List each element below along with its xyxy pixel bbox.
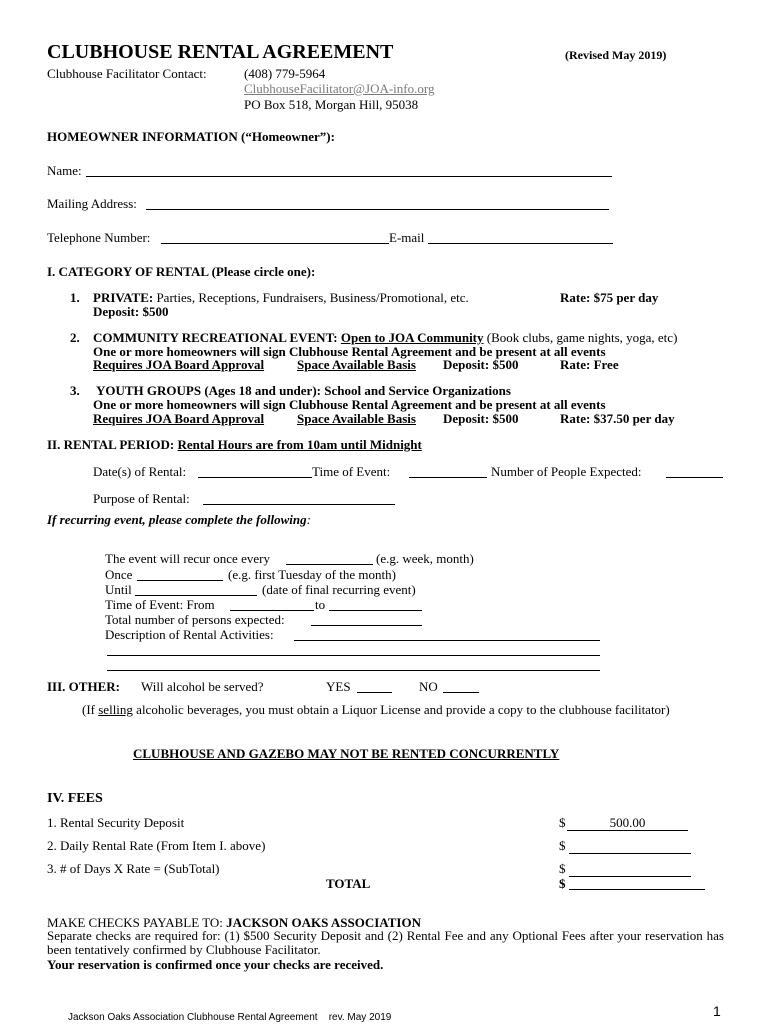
description-label: Description of Rental Activities: [105, 627, 274, 642]
note-end: alcoholic beverages, you must obtain a Liquor License and provide a copy to the clubhouse facilitator) [136, 702, 670, 717]
category-3-deposit: Deposit: $500 [443, 411, 519, 426]
persons-expected-field[interactable] [311, 625, 422, 626]
once-field[interactable] [137, 580, 223, 581]
recur-every-label: The event will recur once every [105, 551, 270, 566]
note-start: (If [82, 702, 95, 717]
page-title: CLUBHOUSE RENTAL AGREEMENT [47, 41, 394, 63]
checks-payable-to: JACKSON OAKS ASSOCIATION [226, 915, 421, 930]
purpose-field[interactable] [203, 504, 395, 505]
category-2-description: (Book clubs, game nights, yoga, etc) [486, 330, 678, 345]
time-of-event-label: Time of Event: [312, 464, 391, 479]
rental-hours: Rental Hours are from 10am until Midnight [177, 437, 422, 452]
category-1-description: Parties, Receptions, Fundraisers, Business/Promotional, etc. [156, 290, 469, 305]
fee-daily-rate-label: 2. Daily Rental Rate (From Item I. above) [47, 838, 266, 853]
fee-daily-rate-field[interactable] [569, 838, 691, 854]
fee-daily-rate-currency: $ [559, 838, 566, 853]
fee-security-deposit-currency: $ [559, 815, 566, 830]
fee-total-currency: $ [559, 876, 566, 891]
time-to-field[interactable] [329, 610, 422, 611]
revised-date: (Revised May 2019) [565, 48, 667, 62]
category-2-rate: Rate: Free [560, 357, 619, 372]
category-2-deposit: Deposit: $500 [443, 357, 519, 372]
fee-subtotal-field[interactable] [569, 861, 691, 877]
alcohol-question: Will alcohol be served? [141, 679, 264, 694]
concurrent-rental-notice: CLUBHOUSE AND GAZEBO MAY NOT BE RENTED CONCURRENTLY [133, 746, 560, 761]
time-to-label: to [315, 597, 326, 612]
category-1-title: PRIVATE: [93, 290, 154, 305]
footer-text: Jackson Oaks Association Clubhouse Rental Agreement rev. May 2019 [68, 1012, 392, 1023]
contact-label: Clubhouse Facilitator Contact: [47, 66, 207, 81]
description-field-line-2[interactable] [107, 655, 600, 656]
contact-phone: (408) 779-5964 [244, 66, 326, 81]
recurring-note-line [47, 512, 311, 528]
name-field[interactable] [86, 176, 612, 177]
note-selling: selling [98, 702, 133, 717]
once-example: (e.g. first Tuesday of the month) [228, 567, 396, 582]
until-label: Until [105, 582, 132, 597]
fee-subtotal-currency: $ [559, 861, 566, 876]
recurring-note: If recurring event, please complete the following [47, 512, 307, 527]
period-heading: II. RENTAL PERIOD: [47, 437, 175, 452]
dates-of-rental-field[interactable] [198, 477, 312, 478]
mailing-address-field[interactable] [146, 209, 609, 210]
alcohol-yes-label: YES [326, 679, 351, 694]
other-heading: III. OTHER: [47, 679, 120, 694]
dates-of-rental-label: Date(s) of Rental: [93, 464, 187, 479]
category-1-deposit: Deposit: $500 [93, 304, 169, 319]
name-label: Name: [47, 163, 82, 178]
people-expected-field[interactable] [666, 477, 723, 478]
separate-checks-note: Separate checks are required for: (1) $500 Security Deposit and (2) Rental Fee and any Optional Fees after your reservation has been tentatively confirmed by Clubhouse Facilitator. [47, 928, 724, 957]
until-field[interactable] [135, 595, 257, 596]
recurring-note-colon: : [306, 512, 311, 527]
fee-total-field[interactable] [569, 889, 705, 890]
alcohol-no-label: NO [419, 679, 438, 694]
page-number: 1 [713, 1003, 721, 1019]
telephone-label: Telephone Number: [47, 230, 151, 245]
alcohol-yes-field[interactable] [357, 692, 392, 693]
category-1-rate: Rate: $75 per day [560, 290, 659, 305]
people-expected-label: Number of People Expected: [491, 464, 642, 479]
category-2-homeowner-note: One or more homeowners will sign Clubhouse Rental Agreement and be present at all events [93, 344, 606, 359]
description-field-line-3[interactable] [107, 670, 600, 671]
category-3-space: Space Available Basis [297, 411, 416, 426]
telephone-field[interactable] [161, 243, 389, 244]
checks-payable-label: MAKE CHECKS PAYABLE TO: [47, 915, 223, 930]
contact-address: PO Box 518, Morgan Hill, 95038 [244, 97, 419, 112]
time-from-field[interactable] [230, 610, 314, 611]
homeowner-heading: HOMEOWNER INFORMATION (“Homeowner”): [47, 129, 335, 144]
recur-every-field[interactable] [286, 564, 373, 565]
contact-email-link[interactable]: ClubhouseFacilitator@JOA-info.org [244, 81, 435, 96]
category-2-space: Space Available Basis [297, 357, 416, 372]
fee-subtotal-label: 3. # of Days X Rate = (SubTotal) [47, 861, 220, 876]
fee-security-deposit-label: 1. Rental Security Deposit [47, 815, 185, 830]
category-3-rate: Rate: $37.50 per day [560, 411, 675, 426]
category-1-number: 1. [70, 290, 80, 305]
category-2-open: Open to JOA Community [340, 330, 484, 345]
persons-expected-label: Total number of persons expected: [105, 612, 285, 627]
email-label: E-mail [389, 230, 425, 245]
fees-heading: IV. FEES [47, 791, 103, 806]
email-field[interactable] [428, 243, 613, 244]
time-of-event-field[interactable] [409, 477, 487, 478]
period-heading-line [47, 437, 422, 453]
category-2-title: COMMUNITY RECREATIONAL EVENT: [93, 330, 338, 345]
category-3-homeowner-note: One or more homeowners will sign Clubhouse Rental Agreement and be present at all events [93, 397, 606, 412]
time-from-label: Time of Event: From [105, 597, 215, 612]
reservation-confirmed-note: Your reservation is confirmed once your checks are received. [47, 957, 384, 972]
purpose-label: Purpose of Rental: [93, 491, 190, 506]
mailing-address-label: Mailing Address: [47, 196, 137, 211]
until-example: (date of final recurring event) [262, 582, 416, 597]
category-2-approval: Requires JOA Board Approval [93, 357, 265, 372]
once-label: Once [105, 567, 133, 582]
liquor-license-note [82, 702, 670, 718]
category-3-title[interactable]: YOUTH GROUPS (Ages 18 and under): School and Service Organizations [96, 383, 511, 398]
category-2-number: 2. [70, 330, 80, 345]
category-heading: I. CATEGORY OF RENTAL (Please circle one): [47, 264, 316, 279]
fee-security-deposit-value[interactable]: 500.00 [567, 815, 688, 831]
category-3-number: 3. [70, 383, 80, 398]
recur-every-example: (e.g. week, month) [376, 551, 474, 566]
description-field-line-1[interactable] [294, 640, 600, 641]
alcohol-no-field[interactable] [443, 692, 479, 693]
fee-total-label: TOTAL [326, 876, 371, 891]
category-3-approval: Requires JOA Board Approval [93, 411, 265, 426]
